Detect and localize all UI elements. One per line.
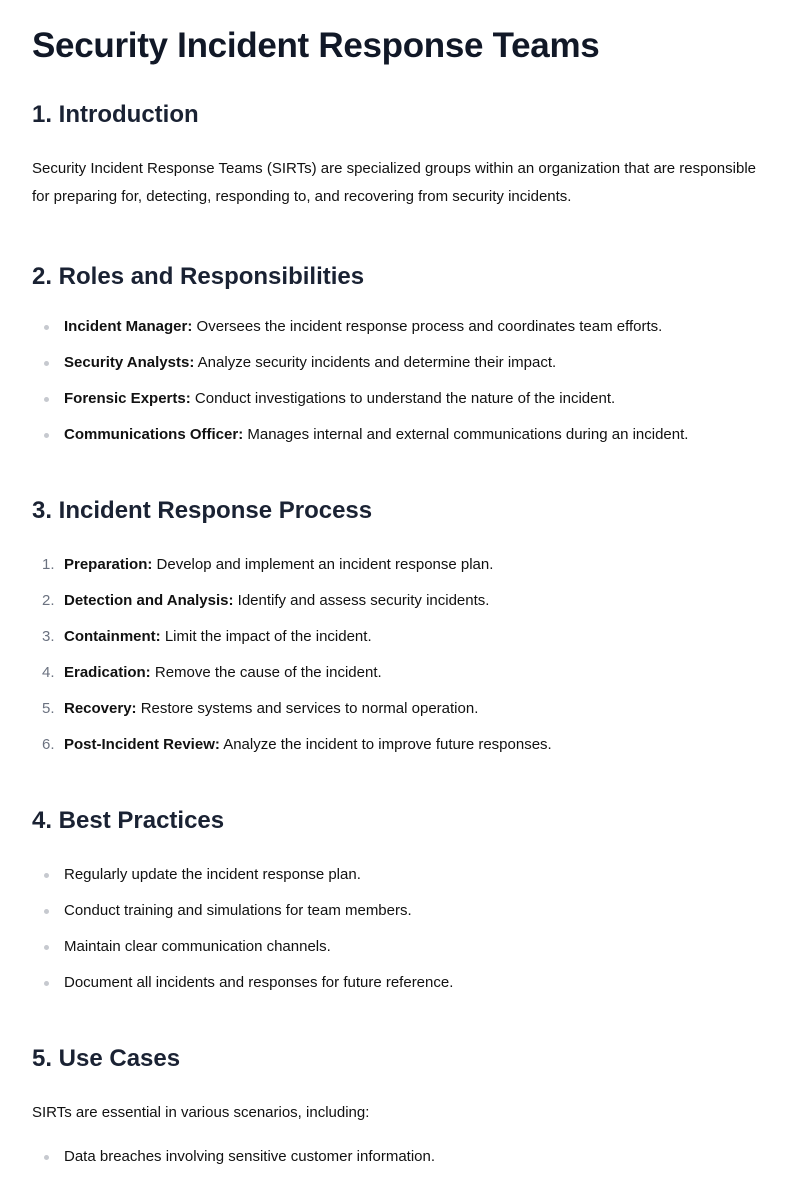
section-use-cases	[32, 1043, 768, 1167]
list-item	[32, 591, 768, 611]
step-description: Limit the impact of the incident.	[164, 628, 372, 645]
step-number: 6.	[42, 736, 55, 753]
roles-list	[32, 317, 768, 445]
role-term: Security Analysts:	[64, 354, 195, 371]
page-title: Security Incident Response Teams	[32, 26, 600, 65]
step-term: Recovery:	[64, 700, 137, 717]
section-introduction	[32, 99, 768, 211]
roles-heading: 2. Roles and Responsibilities	[32, 263, 365, 290]
list-item	[32, 627, 768, 647]
step-description: Identify and assess security incidents.	[237, 592, 490, 609]
list-item	[32, 663, 768, 683]
list-item	[32, 317, 768, 337]
step-number: 4.	[42, 664, 55, 681]
list-item: Data breaches involving sensitive customer information.	[32, 1147, 768, 1167]
step-description: Restore systems and services to normal operation.	[140, 700, 479, 717]
list-item: Document all incidents and responses for future reference.	[32, 973, 768, 993]
section-best-practices	[32, 805, 768, 993]
step-number: 5.	[42, 700, 55, 717]
step-number: 1.	[42, 556, 55, 573]
role-description: Oversees the incident response process and coordinates team efforts.	[196, 318, 663, 335]
use-cases-heading: 5. Use Cases	[32, 1045, 181, 1072]
use-cases-list	[32, 1147, 768, 1167]
step-term: Detection and Analysis:	[64, 592, 234, 609]
list-item	[32, 699, 768, 719]
list-item	[32, 555, 768, 575]
list-item	[32, 389, 768, 409]
step-description: Develop and implement an incident response plan.	[156, 556, 494, 573]
section-process	[32, 495, 768, 755]
step-term: Containment:	[64, 628, 161, 645]
step-term: Eradication:	[64, 664, 151, 681]
step-number: 2.	[42, 592, 55, 609]
role-description: Manages internal and external communications during an incident.	[247, 426, 689, 443]
step-term: Post-Incident Review:	[64, 736, 220, 753]
step-term: Preparation:	[64, 556, 153, 573]
list-item	[32, 425, 768, 445]
role-term: Forensic Experts:	[64, 390, 191, 407]
list-item: Regularly update the incident response plan.	[32, 865, 768, 885]
role-term: Incident Manager:	[64, 318, 193, 335]
role-description: Analyze security incidents and determine their impact.	[197, 354, 557, 371]
list-item: Maintain clear communication channels.	[32, 937, 768, 957]
list-item	[32, 353, 768, 373]
role-description: Conduct investigations to understand the nature of the incident.	[194, 390, 616, 407]
introduction-text: Security Incident Response Teams (SIRTs) are specialized groups within an organization that are responsible for preparing for, detecting, responding to, and recovering from security incidents.	[32, 160, 756, 205]
best-practices-list	[32, 865, 768, 993]
role-term: Communications Officer:	[64, 426, 244, 443]
section-roles	[32, 261, 768, 445]
process-list	[32, 555, 768, 755]
introduction-heading: 1. Introduction	[32, 101, 199, 128]
process-heading: 3. Incident Response Process	[32, 497, 373, 524]
best-practices-heading: 4. Best Practices	[32, 807, 225, 834]
step-description: Analyze the incident to improve future responses.	[223, 736, 552, 753]
use-cases-intro: SIRTs are essential in various scenarios, including:	[32, 1104, 370, 1121]
step-number: 3.	[42, 628, 55, 645]
list-item	[32, 735, 768, 755]
step-description: Remove the cause of the incident.	[154, 664, 382, 681]
list-item: Conduct training and simulations for team members.	[32, 901, 768, 921]
